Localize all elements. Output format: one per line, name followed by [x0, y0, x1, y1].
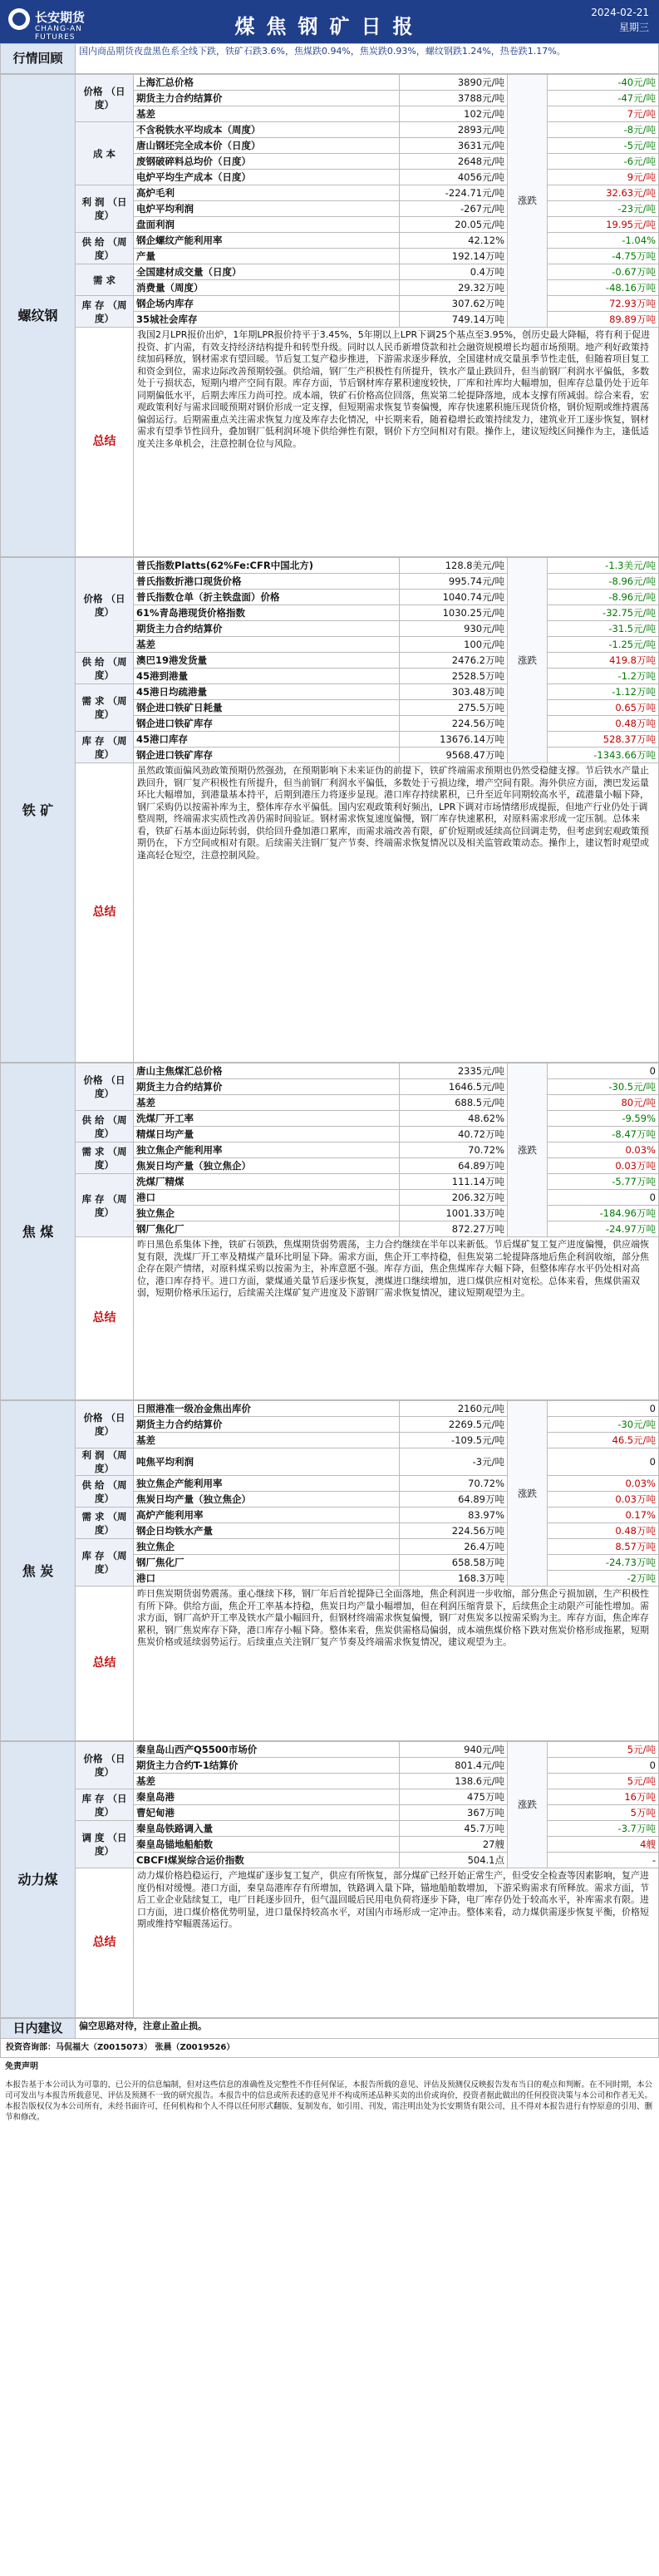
indicator-name: 高炉产能利用率 — [134, 1508, 400, 1523]
indicator-name: 洗煤厂精煤 — [134, 1174, 400, 1190]
indicator-change: -6元/吨 — [548, 154, 659, 170]
indicator-name: 钢企螺纹产能利用率 — [134, 233, 400, 249]
indicator-name: 钢企进口铁矿库存 — [134, 716, 400, 732]
summary-label: 总结 — [76, 763, 134, 1063]
row-group-label: 库 存 （周度） — [76, 1539, 134, 1587]
indicator-change: 419.8万吨 — [548, 653, 659, 669]
indicator-name: 钢厂焦化厂 — [134, 1555, 400, 1571]
indicator-change: -24.73万吨 — [548, 1555, 659, 1571]
data-row — [1, 185, 659, 201]
row-group-label: 价格 （日度） — [76, 558, 134, 653]
commodity-sections — [0, 74, 659, 2018]
indicator-name: 电炉平均生产成本（日度） — [134, 170, 400, 185]
indicator-change: -30.5元/吨 — [548, 1079, 659, 1095]
advice-text: 偏空思路对待，注意止盈止损。 — [76, 2019, 659, 2039]
data-row — [1, 264, 659, 280]
indicator-value: 801.4元/吨 — [400, 1758, 508, 1774]
indicator-value: 64.89万吨 — [400, 1492, 508, 1508]
indicator-value: 29.32万吨 — [400, 280, 508, 296]
company-name-en: CHANG-AN FUTURES — [35, 25, 82, 42]
row-group-label: 价格 （日度） — [76, 75, 134, 122]
indicator-value: 3631元/吨 — [400, 138, 508, 154]
indicator-name: 消费量（周度） — [134, 280, 400, 296]
indicator-name: 基差 — [134, 1095, 400, 1111]
indicator-name: 吨焦平均利润 — [134, 1448, 400, 1476]
indicator-name: 钢企进口铁矿日耗量 — [134, 700, 400, 716]
indicator-name: 秦皇岛山西产Q5500市场价 — [134, 1742, 400, 1758]
indicator-change: 46.5元/吨 — [548, 1433, 659, 1448]
indicator-value: 138.6元/吨 — [400, 1774, 508, 1789]
indicator-name: 基差 — [134, 106, 400, 122]
indicator-change: 0 — [548, 1190, 659, 1206]
data-row — [1, 1789, 659, 1805]
summary-text: 昨日焦炭期货弱势震荡。重心继续下移，钢厂年后首轮提降已全面落地，焦企利润进一步收缩，部分焦企亏损加剧，生产积极性有所下降。供给方面，焦企开工率基本持稳，焦炭日均产量小幅增加，但在利润压缩背景下，后续焦企主动限产可能性增加。需求方面，钢厂高炉开工率及铁水产量小幅回升，但钢材终端需求恢复偏慢，钢厂对焦炭多以按需采购为主。库存方面，焦企库存累积，钢厂焦炭库存下降，港口库存小幅下降。整体来看，焦炭供需格局偏弱，成本端焦煤价格下跌对焦炭价格形成拖累，短期焦炭价格或延续弱势运行。后续重点关注钢厂复产节奏及终端需求恢复情况，建议观望为主。 — [134, 1587, 659, 1741]
data-row — [1, 1821, 659, 1837]
company-name: 长安期货 — [35, 10, 86, 25]
row-group-label: 库 存 （周度） — [76, 296, 134, 328]
row-group-label: 库 存 （周度） — [76, 732, 134, 763]
indicator-value: 2893元/吨 — [400, 122, 508, 138]
indicator-change: -40元/吨 — [548, 75, 659, 91]
indicator-name: 期货主力合约结算价 — [134, 621, 400, 637]
indicator-name: 期货主力合约T-1结算价 — [134, 1758, 400, 1774]
row-group-label: 库 存 （周度） — [76, 1174, 134, 1237]
coke-category-label: 焦 炭 — [1, 1401, 76, 1741]
indicator-change: 5万吨 — [548, 1805, 659, 1821]
indicator-name: 秦皇岛锚地船舶数 — [134, 1837, 400, 1853]
indicator-change: 0.48万吨 — [548, 1523, 659, 1539]
indicator-name: 普氏指数折港口现货价格 — [134, 574, 400, 590]
indicator-change: 0 — [548, 1401, 659, 1417]
indicator-name: 日照港准一级冶金焦出库价 — [134, 1401, 400, 1417]
data-row — [1, 1742, 659, 1758]
indicator-name: 钢厂焦化厂 — [134, 1221, 400, 1237]
overview-label: 行情回顾 — [1, 44, 76, 74]
indicator-value: 0.4万吨 — [400, 264, 508, 280]
change-column-label: 涨跌 — [508, 1742, 548, 1868]
indicator-name: 全国建材成交量（日度） — [134, 264, 400, 280]
indicator-change: -1343.66万吨 — [548, 748, 659, 763]
data-row — [1, 1111, 659, 1127]
indicator-name: 独立焦企 — [134, 1206, 400, 1221]
indicator-change: 72.93万吨 — [548, 296, 659, 312]
row-group-label: 需 求 （周度） — [76, 684, 134, 732]
advice-table — [0, 2018, 659, 2039]
indicator-change: 0.48万吨 — [548, 716, 659, 732]
indicator-value: 2160元/吨 — [400, 1401, 508, 1417]
overview-table — [0, 43, 659, 74]
indicator-change: 4艘 — [548, 1837, 659, 1853]
indicator-change: 5元/吨 — [548, 1774, 659, 1789]
data-row — [1, 653, 659, 669]
data-row — [1, 1508, 659, 1523]
data-row — [1, 1476, 659, 1492]
indicator-name: 61%青岛港现货价格指数 — [134, 605, 400, 621]
thermal-coal-table — [0, 1741, 659, 2018]
indicator-change: -2万吨 — [548, 1571, 659, 1587]
row-group-label: 利 润 （日度） — [76, 185, 134, 233]
indicator-value: 42.12% — [400, 233, 508, 249]
coking-coal-category-label: 焦 煤 — [1, 1063, 76, 1400]
indicator-value: 688.5元/吨 — [400, 1095, 508, 1111]
indicator-change: 0.03万吨 — [548, 1492, 659, 1508]
indicator-value: 1040.74元/吨 — [400, 590, 508, 605]
indicator-change: -9.59% — [548, 1111, 659, 1127]
indicator-name: 唐山主焦煤汇总价格 — [134, 1063, 400, 1079]
indicator-value: 26.4万吨 — [400, 1539, 508, 1555]
indicator-change: -48.16万吨 — [548, 280, 659, 296]
row-group-label: 库 存 （日度） — [76, 1789, 134, 1821]
indicator-value: 40.72万吨 — [400, 1127, 508, 1142]
indicator-name: 基差 — [134, 1433, 400, 1448]
indicator-change: -1.25元/吨 — [548, 637, 659, 653]
disclaimer-text: 本报告基于本公司认为可靠的、已公开的信息编制，但对这些信息的准确性及完整性不作任何保证，本报告所载的意见、评估及预测仅反映报告发布当日的观点和判断。在不同时期，本公司可发出与本报告所载意见、评估及预测不一致的研究报告。本报告中的信息或所表述的意见并不构成所述品种买卖的出价或询价，投资者据此做出的任何投资决策与本公司和作者无关。本报告版权仅为本公司所有，未经书面许可，任何机构和个人不得以任何形式翻版、复制发布，如引用、刊发，需注明出处为长安期货有限公司，且不得对本报告进行有悖原意的引用、删节和修改。 — [5, 2080, 653, 2122]
data-row — [1, 1174, 659, 1190]
indicator-change: 19.95元/吨 — [548, 217, 659, 233]
row-group-label: 需 求 （周度） — [76, 1142, 134, 1174]
indicator-value: 20.05元/吨 — [400, 217, 508, 233]
indicator-value: 872.27万吨 — [400, 1221, 508, 1237]
indicator-value: 1030.25元/吨 — [400, 605, 508, 621]
data-row — [1, 1063, 659, 1079]
summary-row — [1, 763, 659, 1063]
summary-row — [1, 1868, 659, 2018]
indicator-name: 钢企场内库存 — [134, 296, 400, 312]
indicator-name: 35城社会库存 — [134, 312, 400, 328]
indicator-name: 期货主力合约结算价 — [134, 1417, 400, 1433]
indicator-change: 0.03% — [548, 1476, 659, 1492]
indicator-name: 焦炭日均产量（独立焦企） — [134, 1158, 400, 1174]
indicator-change: 80元/吨 — [548, 1095, 659, 1111]
indicator-value: 2528.5万吨 — [400, 669, 508, 684]
indicator-value: 2476.2万吨 — [400, 653, 508, 669]
indicator-value: 206.32万吨 — [400, 1190, 508, 1206]
indicator-change: -5元/吨 — [548, 138, 659, 154]
indicator-name: 不含税铁水平均成本（周度） — [134, 122, 400, 138]
indicator-value: 27艘 — [400, 1837, 508, 1853]
indicator-change: -32.75元/吨 — [548, 605, 659, 621]
row-group-label: 需 求 （周度） — [76, 1508, 134, 1539]
row-group-label: 供 给 （周度） — [76, 653, 134, 684]
steel-table — [0, 74, 659, 557]
indicator-change: -3.7万吨 — [548, 1821, 659, 1837]
indicator-name: 钢企进口铁矿库存 — [134, 748, 400, 763]
indicator-change: -30元/吨 — [548, 1417, 659, 1433]
indicator-name: 精煤日均产量 — [134, 1127, 400, 1142]
indicator-change: 9元/吨 — [548, 170, 659, 185]
indicator-name: 澳巴19港发货量 — [134, 653, 400, 669]
indicator-value: 45.7万吨 — [400, 1821, 508, 1837]
change-column-label: 涨跌 — [508, 1401, 548, 1587]
thermal-coal-category-label: 动力煤 — [1, 1742, 76, 2018]
indicator-value: -267元/吨 — [400, 201, 508, 217]
row-group-label: 供 给 （周度） — [76, 233, 134, 264]
indicator-value: 70.72% — [400, 1476, 508, 1492]
indicator-value: 504.1点 — [400, 1853, 508, 1868]
indicator-change: 7元/吨 — [548, 106, 659, 122]
indicator-value: 995.74元/吨 — [400, 574, 508, 590]
indicator-name: 焦炭日均产量（独立焦企） — [134, 1492, 400, 1508]
indicator-name: 普氏指数Platts(62%Fe:CFR中国北方) — [134, 558, 400, 574]
report-date-box — [591, 5, 649, 35]
indicator-change: -1.3美元/吨 — [548, 558, 659, 574]
indicator-value: 100元/吨 — [400, 637, 508, 653]
indicator-value: 307.62万吨 — [400, 296, 508, 312]
indicator-value: 749.14万吨 — [400, 312, 508, 328]
summary-label: 总结 — [76, 1868, 134, 2018]
coke-table — [0, 1400, 659, 1741]
indicator-value: 930元/吨 — [400, 621, 508, 637]
indicator-change: -8.47万吨 — [548, 1127, 659, 1142]
row-group-label: 利 润 （周度） — [76, 1448, 134, 1476]
indicator-change: -1.04% — [548, 233, 659, 249]
indicator-name: 独立焦企 — [134, 1539, 400, 1555]
indicator-name: 期货主力合约结算价 — [134, 91, 400, 106]
data-row — [1, 296, 659, 312]
report-title: 煤焦钢矿日报 — [234, 15, 425, 38]
indicator-name: 曹妃甸港 — [134, 1805, 400, 1821]
indicator-value: 475万吨 — [400, 1789, 508, 1805]
indicator-change: 528.37万吨 — [548, 732, 659, 748]
disclaimer-title: 免责声明 — [5, 2062, 38, 2071]
summary-row — [1, 1587, 659, 1741]
data-row — [1, 122, 659, 138]
indicator-name: 上海汇总价格 — [134, 75, 400, 91]
indicator-name: 45港口库存 — [134, 732, 400, 748]
summary-row — [1, 1237, 659, 1400]
indicator-change: 0.03% — [548, 1142, 659, 1158]
indicator-name: 盘面利润 — [134, 217, 400, 233]
summary-row — [1, 328, 659, 557]
indicator-name: 港口 — [134, 1571, 400, 1587]
indicator-value: 128.8美元/吨 — [400, 558, 508, 574]
coking-coal-table — [0, 1063, 659, 1400]
indicator-change: -24.97万吨 — [548, 1221, 659, 1237]
indicator-name: 产量 — [134, 249, 400, 264]
indicator-value: -224.71元/吨 — [400, 185, 508, 201]
report-header — [0, 0, 659, 43]
row-group-label: 价格 （日度） — [76, 1401, 134, 1448]
report-date: 2024-02-21 — [591, 7, 649, 18]
indicator-value: 3890元/吨 — [400, 75, 508, 91]
indicator-value: 9568.47万吨 — [400, 748, 508, 763]
overview-text: 国内商品期货夜盘黑色系全线下跌，铁矿石跌3.6%，焦煤跌0.94%，焦炭跌0.93%，螺纹钢跌1.24%，热卷跌1.17%。 — [76, 44, 659, 74]
summary-text: 虽然政策面偏风劲政策预期仍然强劲，在预期影响下未来证伪的前提下，铁矿终端需求预期也仍然受稳健支撑。节后铁水产量止跌回升，钢厂复产积极性有所提升，但当前钢厂利润水平偏低，多数处于亏损边缘，增产空间有限。海外供应方面，澳巴发运量环比大幅增加，到港量基本持平，后期到港压力将逐步显现。港口库存持续累积，已升至近年同期较高水平，疏港量小幅下降，钢厂采购仍以按需补库为主，整体库存水平偏低。国内宏观政策利好频出，LPR下调对市场情绪形成提振，但地产行业仍处于调整周期，终端需求实质性改善仍需时间验证。钢材需求恢复速度偏慢，钢厂库存快速累积，对原料需求形成一定压制。总体来看，铁矿石基本面边际转弱，供给回升叠加港口累库，而需求端改善有限，矿价短期或延续高位回调走势，但考虑到宏观政策预期仍在，下方空间或相对有限。后续需关注钢厂复产节奏、终端需求恢复情况以及相关监管政策动态。操作上，建议暂时观望或逢高轻仓短空，注意控制风险。 — [134, 763, 659, 1063]
indicator-value: 13676.14万吨 — [400, 732, 508, 748]
indicator-value: 2269.5元/吨 — [400, 1417, 508, 1433]
indicator-change: 0.03万吨 — [548, 1158, 659, 1174]
row-group-label: 调 度 （日度） — [76, 1821, 134, 1868]
indicator-value: 658.58万吨 — [400, 1555, 508, 1571]
summary-label: 总结 — [76, 1237, 134, 1400]
row-group-label: 成 本 — [76, 122, 134, 185]
row-group-label: 需 求 — [76, 264, 134, 296]
indicator-value: 1646.5元/吨 — [400, 1079, 508, 1095]
indicator-change: 32.63元/吨 — [548, 185, 659, 201]
indicator-name: 唐山钢坯完全成本价（日度） — [134, 138, 400, 154]
data-row — [1, 732, 659, 748]
indicator-value: -3元/吨 — [400, 1448, 508, 1476]
data-row — [1, 558, 659, 574]
indicator-value: 48.62% — [400, 1111, 508, 1127]
indicator-name: 期货主力合约结算价 — [134, 1079, 400, 1095]
indicator-name: 洗煤厂开工率 — [134, 1111, 400, 1127]
data-row — [1, 1401, 659, 1417]
indicator-value: 2648元/吨 — [400, 154, 508, 170]
report-weekday: 星期三 — [618, 22, 649, 33]
indicator-name: 高炉毛利 — [134, 185, 400, 201]
indicator-value: 303.48万吨 — [400, 684, 508, 700]
indicator-change: 89.89万吨 — [548, 312, 659, 328]
indicator-change: 0 — [548, 1448, 659, 1476]
indicator-change: -184.96万吨 — [548, 1206, 659, 1221]
indicator-value: 940元/吨 — [400, 1742, 508, 1758]
indicator-value: 70.72% — [400, 1142, 508, 1158]
row-group-label: 价格 （日度） — [76, 1742, 134, 1789]
indicator-change: 0 — [548, 1063, 659, 1079]
indicator-change: -23元/吨 — [548, 201, 659, 217]
indicator-value: 367万吨 — [400, 1805, 508, 1821]
indicator-name: 秦皇岛港 — [134, 1789, 400, 1805]
data-row — [1, 1539, 659, 1555]
summary-text: 动力煤价格趋稳运行，产地煤矿逐步复工复产，供应有所恢复，部分煤矿已经开始正常生产，但受安全检查等因素影响，复产进度仍相对缓慢。港口方面，秦皇岛港库存有所增加，铁路调入量下降，锚地船舶数增加，下游采购需求有所释放。需求方面，节后工业企业陆续复工，电厂日耗逐步回升，但气温回暖后民用电负荷将逐步下降，电厂库存仍处于较高水平，补库需求有限。进口方面，进口煤价格优势明显，进口量保持较高水平，对国内市场形成一定冲击。整体来看，动力煤供需逐步恢复平衡，价格短期或维持窄幅震荡运行。 — [134, 1868, 659, 2018]
indicator-name: 45港到港量 — [134, 669, 400, 684]
indicator-name: 秦皇岛铁路调入量 — [134, 1821, 400, 1837]
indicator-name: 独立焦企产能利用率 — [134, 1476, 400, 1492]
indicator-change: - — [548, 1853, 659, 1868]
indicator-value: 2335元/吨 — [400, 1063, 508, 1079]
steel-category-label: 螺纹钢 — [1, 75, 76, 557]
indicator-value: 102元/吨 — [400, 106, 508, 122]
indicator-change: -8.96元/吨 — [548, 574, 659, 590]
indicator-change: 5元/吨 — [548, 1742, 659, 1758]
indicator-name: 基差 — [134, 637, 400, 653]
indicator-change: -8元/吨 — [548, 122, 659, 138]
indicator-value: 4056元/吨 — [400, 170, 508, 185]
indicator-name: 45港日均疏港量 — [134, 684, 400, 700]
data-row — [1, 75, 659, 91]
indicator-change: -1.12万吨 — [548, 684, 659, 700]
indicator-name: 普氏指数仓单（折主铁盘面）价格 — [134, 590, 400, 605]
indicator-change: 0.65万吨 — [548, 700, 659, 716]
data-row — [1, 1448, 659, 1476]
ore-table — [0, 557, 659, 1063]
indicator-name: CBCFI煤炭综合运价指数 — [134, 1853, 400, 1868]
analysts-line: 投资咨询部：马侃福大（Z0015073） 张晨（Z0019526） — [0, 2039, 659, 2058]
indicator-change: 8.57万吨 — [548, 1539, 659, 1555]
indicator-name: 独立焦企产能利用率 — [134, 1142, 400, 1158]
indicator-change: -1.2万吨 — [548, 669, 659, 684]
row-group-label: 供 给 （周度） — [76, 1111, 134, 1142]
advice-label: 日内建议 — [1, 2019, 76, 2039]
indicator-name: 废钢破碎料总均价（日度） — [134, 154, 400, 170]
indicator-value: 3788元/吨 — [400, 91, 508, 106]
summary-label: 总结 — [76, 328, 134, 557]
indicator-value: 275.5万吨 — [400, 700, 508, 716]
indicator-change: -0.67万吨 — [548, 264, 659, 280]
indicator-value: 1001.33万吨 — [400, 1206, 508, 1221]
row-group-label: 供 给 （周度） — [76, 1476, 134, 1508]
indicator-value: 64.89万吨 — [400, 1158, 508, 1174]
indicator-name: 港口 — [134, 1190, 400, 1206]
indicator-value: 224.56万吨 — [400, 1523, 508, 1539]
indicator-change: 0.17% — [548, 1508, 659, 1523]
indicator-name: 电炉平均利润 — [134, 201, 400, 217]
indicator-value: 83.97% — [400, 1508, 508, 1523]
ore-category-label: 铁 矿 — [1, 558, 76, 1063]
data-row — [1, 684, 659, 700]
indicator-change: 0 — [548, 1758, 659, 1774]
summary-text: 昨日黑色系集体下挫，铁矿石领跌，焦煤期货弱势震荡，主力合约继续在半年以来新低。节后煤矿复工复产进度偏慢，供应端恢复有限，洗煤厂开工率及精煤产量环比明显下降。需求方面，焦企开工率持稳，但焦炭第二轮提降落地后焦企利润收缩，部分焦企存在限产情绪，对原料煤采购以按需为主，补库意愿不强。库存方面，焦企焦煤库存大幅下降，但整体库存水平仍处相对高位，港口库存持平。进口方面，蒙煤通关量节后逐步恢复，澳煤进口继续增加，进口煤供应相对宽松。总体来看，焦煤供需双弱，短期价格承压运行，后续需关注煤矿复产进度及下游钢厂需求恢复情况，建议短期观望为主。 — [134, 1237, 659, 1400]
indicator-value: 224.56万吨 — [400, 716, 508, 732]
indicator-name: 钢企日均铁水产量 — [134, 1523, 400, 1539]
indicator-change: -47元/吨 — [548, 91, 659, 106]
indicator-name: 基差 — [134, 1774, 400, 1789]
indicator-change: -4.75万吨 — [548, 249, 659, 264]
summary-label: 总结 — [76, 1587, 134, 1741]
change-column-label: 涨跌 — [508, 558, 548, 763]
indicator-change: -5.77万吨 — [548, 1174, 659, 1190]
data-row — [1, 1142, 659, 1158]
indicator-value: 111.14万吨 — [400, 1174, 508, 1190]
indicator-change: 16万吨 — [548, 1789, 659, 1805]
indicator-value: -109.5元/吨 — [400, 1433, 508, 1448]
indicator-change: -31.5元/吨 — [548, 621, 659, 637]
indicator-value: 168.3万吨 — [400, 1571, 508, 1587]
change-column-label: 涨跌 — [508, 1063, 548, 1237]
indicator-value: 192.14万吨 — [400, 249, 508, 264]
change-column-label: 涨跌 — [508, 75, 548, 328]
data-row — [1, 233, 659, 249]
indicator-change: -8.96元/吨 — [548, 590, 659, 605]
summary-text: 我国2月LPR报价出炉，1年期LPR报价持平于3.45%，5年期以上LPR下调25个基点至3.95%，创历史最大降幅，将有利于促进投资、扩内需，有效支持经济结构提升和转型升级。同时以人民币新增贷款和社会融资规模增长均超市场预期。地产利好政策持续加码释放，钢材需求有望回暖。节后复工复产稳步推进，下游需求逐步释放，全国建材成交量虽季节性走低，但随着项目复工和资金到位，需求边际改善预期较强。供给端，钢厂生产积极性有所提升，铁水产量止跌回升，但当前钢厂利润水平偏低，多数处于亏损状态，短期内增产空间有限。库存方面，节后钢材库存累积速度较快，厂库和社库均大幅增加，但库存总量仍处于近年同期偏低水平，后期去库压力尚可控。成本端，铁矿石价格高位回落，焦炭第二轮提降落地，成本支撑有所减弱。综合来看，宏观政策利好与需求回暖预期对钢价形成一定支撑，但短期需求恢复节奏偏慢，库存快速累积施压现货价格，钢价短期或维持震荡偏弱运行。后期需重点关注需求恢复力度及库存去化情况，中长期来看，随着稳增长政策持续发力，建筑业开工逐步恢复，钢材需求有望季节性回升，叠加钢厂低利润环境下供给弹性有限，钢价下方空间相对有限。操作上，建议短线区间操作为主，逢低适度关注多单机会，注意控制仓位与风险。 — [134, 328, 659, 557]
row-group-label: 价格 （日度） — [76, 1063, 134, 1111]
